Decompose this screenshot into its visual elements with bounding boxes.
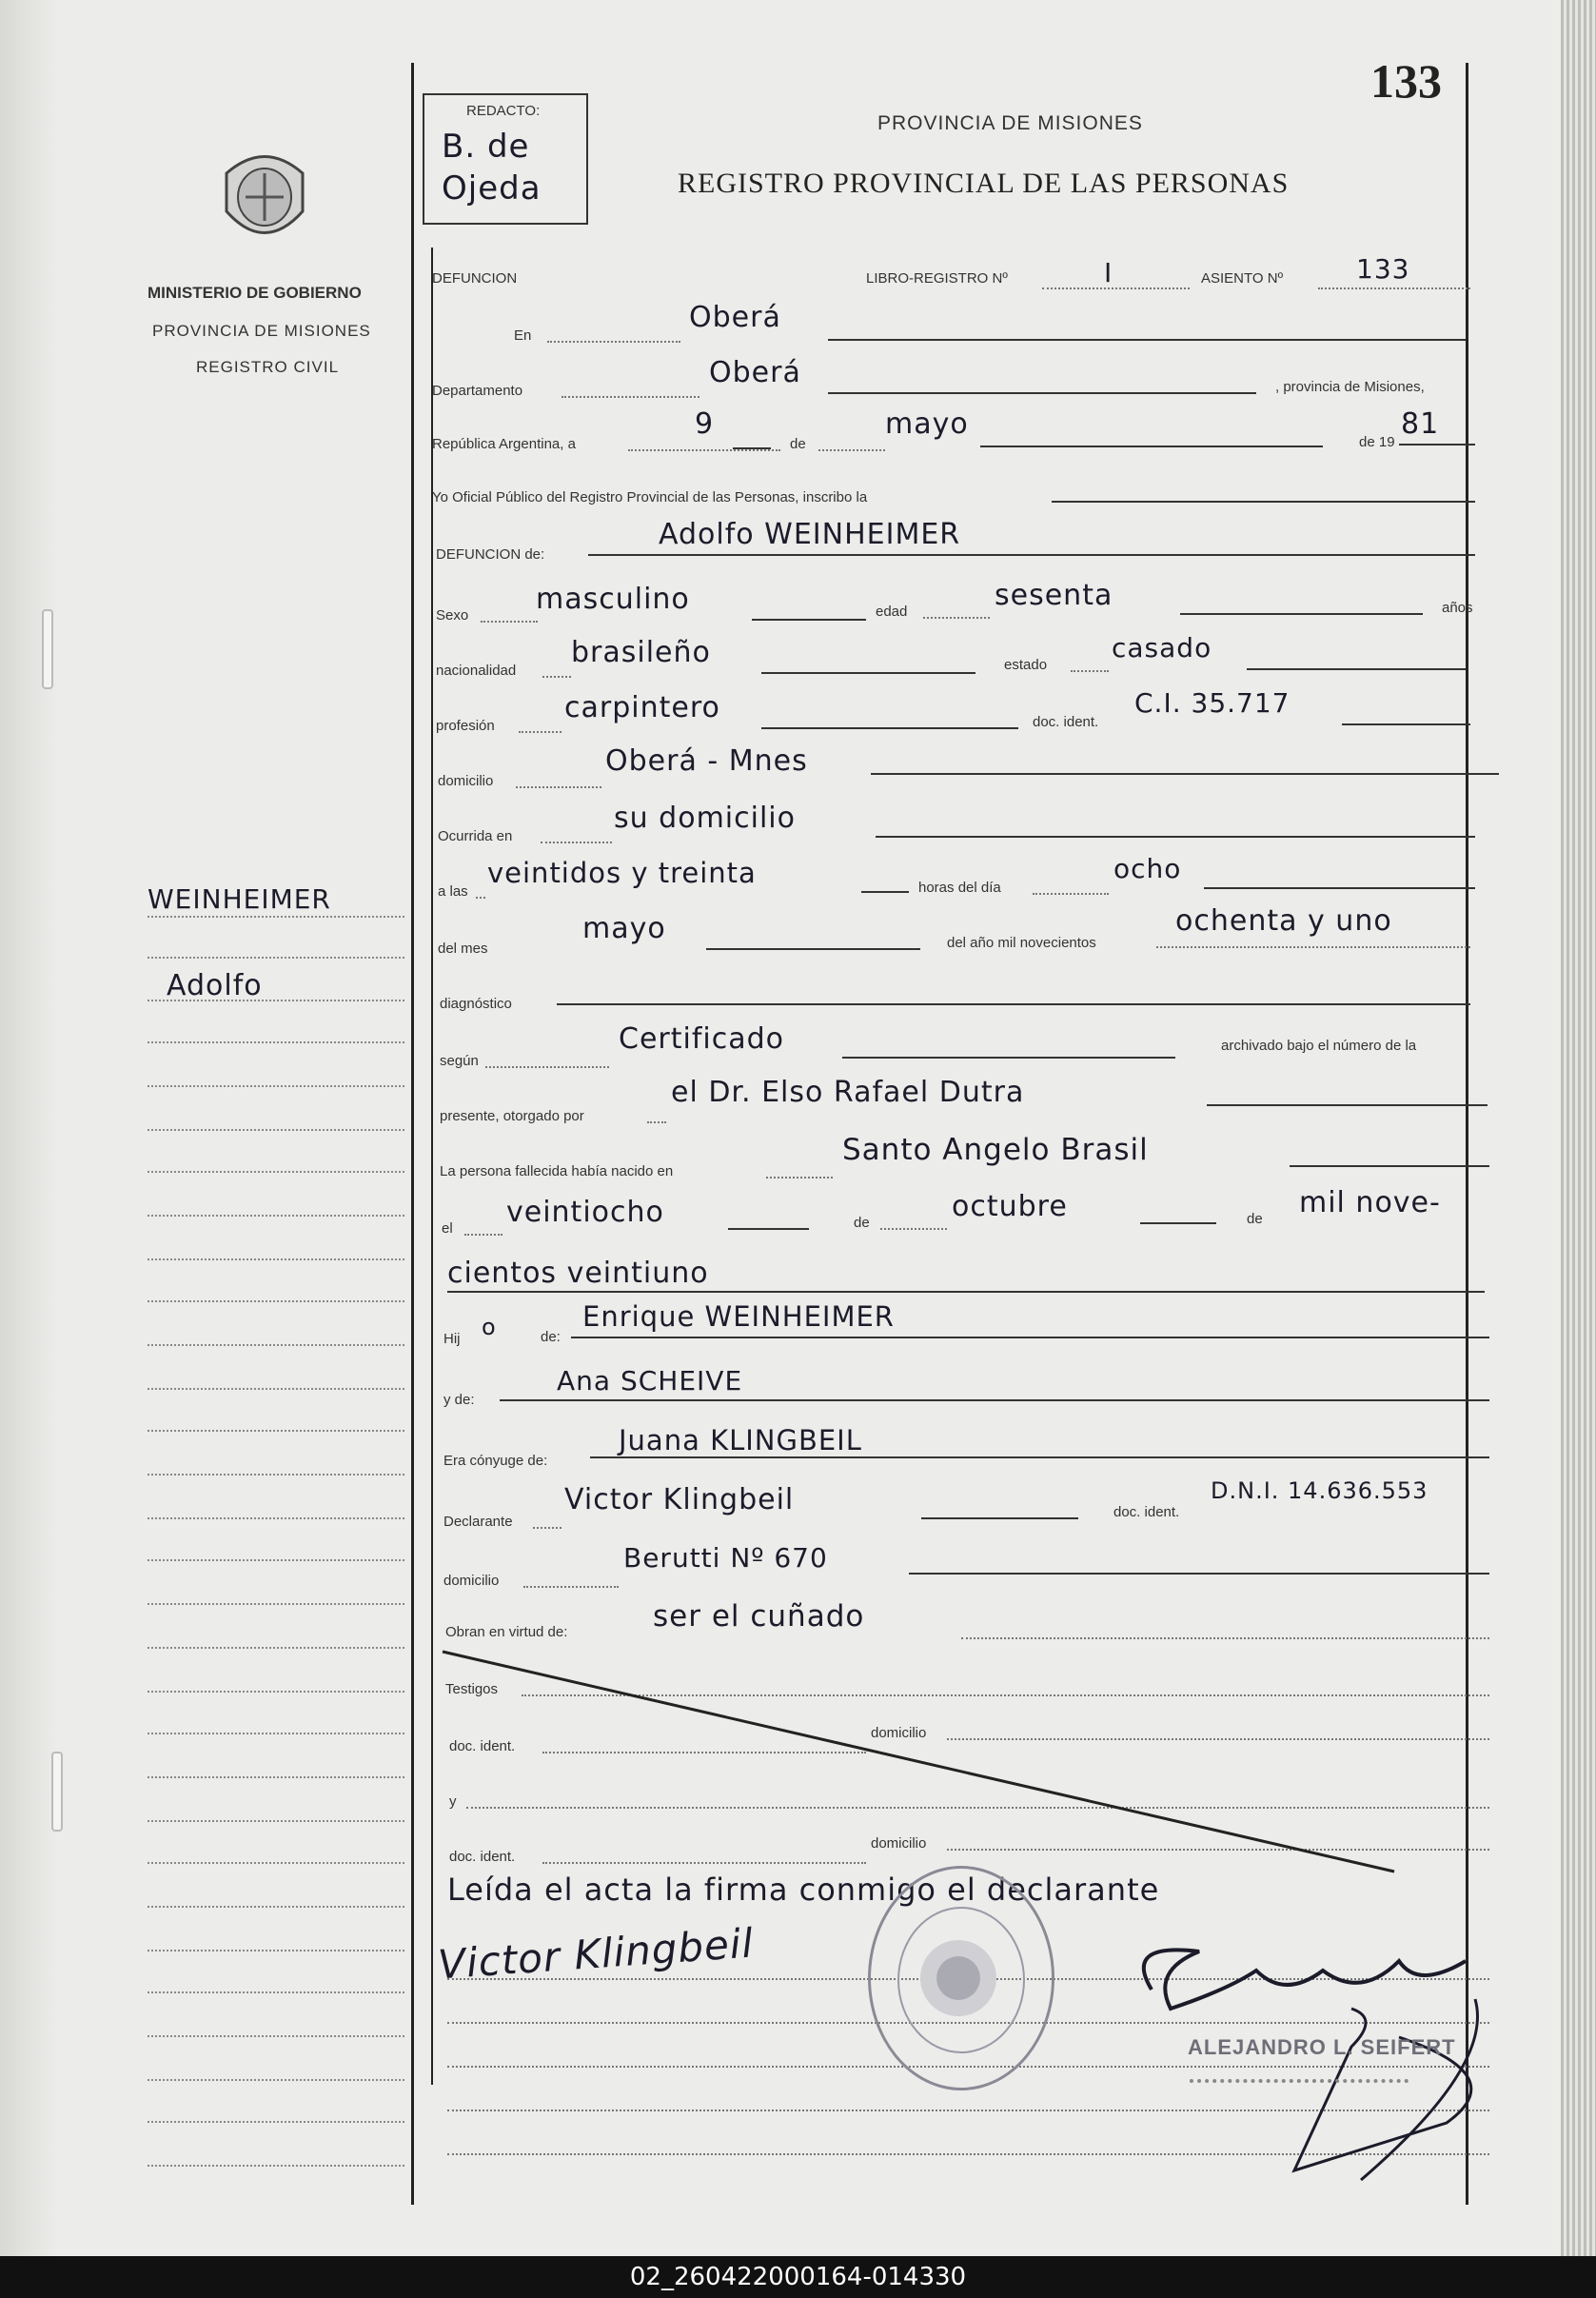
label-diagnostico: diagnóstico (440, 996, 512, 1012)
ministry-line2: PROVINCIA DE MISIONES (152, 322, 371, 340)
value-decl-domicilio: Berutti Nº 670 (623, 1542, 828, 1574)
label-declarante: Declarante (443, 1514, 513, 1530)
label-edad: edad (876, 604, 908, 620)
value-estado: casado (1112, 632, 1212, 664)
redacto-label: REDACTO: (466, 103, 541, 119)
value-nac-mes: octubre (952, 1190, 1068, 1223)
value-en: Oberá (689, 301, 781, 334)
spine-shadow (0, 0, 57, 2256)
value-nac-ano-2: cientos veintiuno (447, 1257, 709, 1290)
label-nacido-en: La persona fallecida había nacido en (440, 1163, 674, 1179)
value-obran: ser el cuñado (653, 1599, 865, 1634)
margin-given: Adolfo (167, 969, 263, 1002)
right-border-line (1466, 63, 1468, 2205)
redacto-box (423, 93, 588, 225)
official-name-stamp: ALEJANDRO L. SEIFERT (1188, 2035, 1456, 2059)
value-nac-dia: veintiocho (506, 1196, 664, 1229)
page-number: 133 (1370, 54, 1442, 108)
label-anos: años (1442, 600, 1473, 616)
label-el-de: de (854, 1215, 870, 1231)
label-a-las: a las (438, 883, 468, 900)
value-segun: Certificado (619, 1022, 785, 1056)
label-test-y: y (449, 1793, 457, 1810)
binding-staple-2 (51, 1752, 63, 1832)
label-libro: LIBRO-REGISTRO Nº (866, 270, 1008, 287)
label-decl-doc: doc. ident. (1113, 1504, 1180, 1520)
form-left-line (431, 248, 433, 2085)
value-otorgado: el Dr. Elso Rafael Dutra (671, 1076, 1025, 1109)
value-edad: sesenta (995, 579, 1113, 612)
value-del-mes: mayo (582, 912, 666, 945)
header-provincia: PROVINCIA DE MISIONES (877, 112, 1143, 134)
value-domicilio: Oberá - Mnes (605, 744, 808, 778)
value-leida: Leída el acta la firma conmigo el declarante (447, 1872, 1160, 1908)
value-decl-doc: D.N.I. 14.636.553 (1211, 1477, 1429, 1504)
value-a-las: veintidos y treinta (487, 857, 757, 889)
header-registro: REGISTRO PROVINCIAL DE LAS PERSONAS (678, 168, 1290, 199)
value-asiento-no: 133 (1356, 253, 1410, 285)
official-seal (868, 1866, 1054, 2090)
label-estado: estado (1004, 657, 1048, 673)
label-test-doc-2: doc. ident. (449, 1849, 516, 1865)
value-dia: 9 (695, 407, 715, 441)
value-departamento: Oberá (709, 356, 801, 389)
margin-surname: WEINHEIMER (148, 883, 331, 915)
label-horas: horas del día (918, 880, 1001, 896)
redacto-value-2: Ojeda (442, 169, 542, 208)
footer-id: 02_260422000164-014330 (0, 2256, 1596, 2298)
value-declarante: Victor Klingbeil (564, 1483, 795, 1516)
label-de: de (790, 436, 806, 452)
ministry-line3: REGISTRO CIVIL (196, 358, 340, 376)
label-doc-ident: doc. ident. (1033, 714, 1099, 730)
value-nac-ano-1: mil nove- (1299, 1186, 1441, 1219)
value-nacionalidad: brasileño (571, 636, 711, 669)
coat-of-arms-icon (217, 145, 312, 249)
label-el-de-2: de (1247, 1211, 1263, 1227)
label-domicilio: domicilio (438, 773, 494, 789)
label-yo-oficial: Yo Oficial Público del Registro Provincial de las Personas, inscribo la (432, 489, 868, 505)
label-del-ano: del año mil novecientos (947, 935, 1096, 951)
value-mes: mayo (885, 407, 969, 441)
label-test-domicilio-1: domicilio (871, 1725, 927, 1741)
ministry-line1: MINISTERIO DE GOBIERNO (148, 284, 362, 302)
redacto-value-1: B. de (442, 128, 530, 166)
value-ano-mil: ochenta y uno (1175, 904, 1392, 938)
label-departamento: Departamento (432, 383, 523, 399)
left-border-line (411, 63, 414, 2205)
label-provincia-misiones: , provincia de Misiones, (1275, 379, 1425, 395)
value-ocurrida: su domicilio (614, 802, 796, 835)
label-obran: Obran en virtud de: (445, 1624, 568, 1640)
label-segun: según (440, 1053, 479, 1069)
label-republica: República Argentina, a (432, 436, 576, 452)
label-presente: presente, otorgado por (440, 1108, 584, 1124)
label-asiento: ASIENTO Nº (1201, 270, 1284, 287)
label-defuncion: DEFUNCION (432, 270, 518, 287)
label-nacionalidad: nacionalidad (436, 663, 517, 679)
label-profesion: profesión (436, 718, 495, 734)
value-nacido-en: Santo Angelo Brasil (842, 1133, 1149, 1167)
label-hij: Hij (443, 1331, 461, 1347)
label-decl-domicilio: domicilio (443, 1573, 500, 1589)
value-horas: ocho (1113, 853, 1182, 884)
value-madre: Ana SCHEIVE (557, 1365, 743, 1397)
label-test-domicilio-2: domicilio (871, 1835, 927, 1852)
label-defuncion-de: DEFUNCION de: (436, 546, 545, 563)
value-ano-suffix: 81 (1401, 407, 1440, 441)
label-en: En (514, 327, 532, 344)
value-sexo: masculino (536, 583, 690, 616)
label-y-de: y de: (443, 1392, 475, 1408)
book-edge (1561, 0, 1596, 2256)
label-sexo: Sexo (436, 607, 469, 624)
testigos-cancel-line (438, 1647, 1399, 1875)
label-testigos: Testigos (445, 1681, 499, 1697)
value-hijo-suffix: o (482, 1314, 497, 1340)
value-libro-no: I (1104, 257, 1113, 288)
label-archivado: archivado bajo el número de la (1221, 1038, 1417, 1054)
official-signature (1113, 1932, 1513, 2199)
label-del-mes: del mes (438, 941, 488, 957)
binding-staple-1 (42, 609, 53, 689)
value-padre: Enrique WEINHEIMER (582, 1300, 895, 1333)
label-hij-de: de: (541, 1329, 561, 1345)
label-test-doc-1: doc. ident. (449, 1738, 516, 1754)
label-ocurrida: Ocurrida en (438, 828, 513, 844)
value-conyuge: Juana KLINGBEIL (619, 1424, 862, 1456)
label-el: el (442, 1220, 453, 1237)
value-doc-ident: C.I. 35.717 (1134, 687, 1291, 719)
label-de-19: de 19 (1359, 434, 1395, 450)
value-nombre: Adolfo WEINHEIMER (659, 518, 961, 551)
value-profesion: carpintero (564, 691, 720, 724)
declarante-signature: Victor Klingbeil (436, 1919, 756, 1989)
label-conyuge: Era cónyuge de: (443, 1453, 548, 1469)
